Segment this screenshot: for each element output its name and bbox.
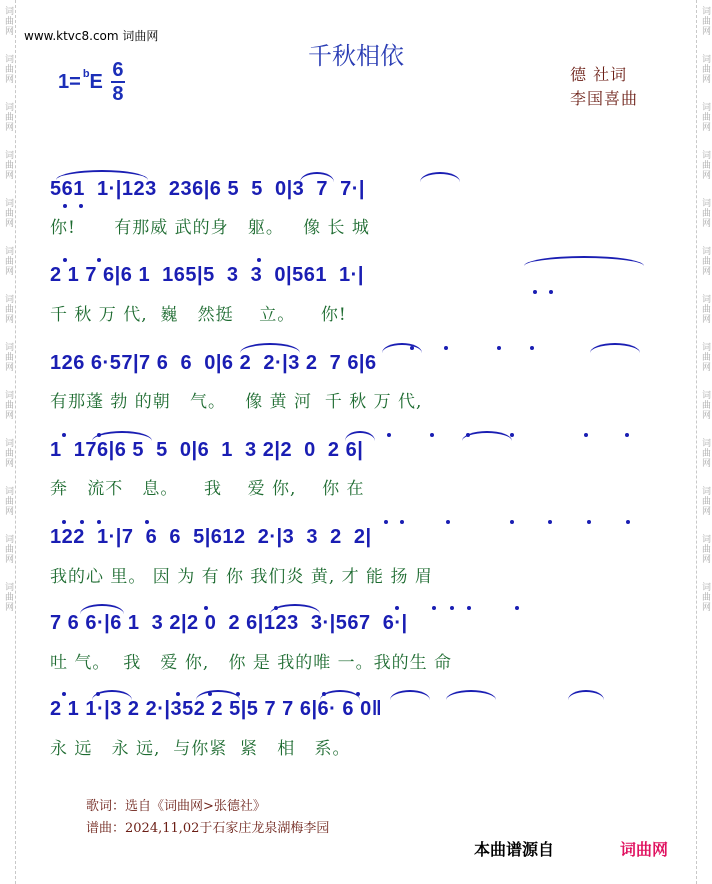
octave-dot [62, 692, 66, 696]
octave-dot [395, 606, 399, 610]
slur-arc [240, 343, 300, 353]
right-watermark-strip [696, 0, 712, 884]
octave-dot [97, 433, 101, 437]
score-source: 谱曲：2024,11,02于石家庄龙泉湖梅李园 [86, 821, 330, 836]
watermark-text: 词曲网 [3, 6, 13, 36]
octave-dot [549, 290, 553, 294]
source-label: 本曲谱源自 [474, 840, 555, 859]
lyrics-line-6: 吐 气。 我 爱 你, 你 是 我的唯 一。我的生 命 [50, 653, 453, 673]
octave-dot [145, 520, 149, 524]
octave-dot [533, 290, 537, 294]
watermark-text: 词曲网 [3, 102, 13, 132]
octave-dot [587, 520, 591, 524]
watermark-text: 词曲网 [700, 582, 710, 612]
octave-dot [625, 433, 629, 437]
octave-dot [63, 204, 67, 208]
slur-arc [345, 431, 375, 441]
lyricist: 德 社词 [570, 65, 628, 84]
octave-dot [97, 258, 101, 262]
watermark-text: 词曲网 [3, 390, 13, 420]
watermark-text: 词曲网 [700, 150, 710, 180]
slur-arc [92, 431, 152, 441]
octave-dot [430, 433, 434, 437]
octave-dot [274, 606, 278, 610]
time-signature [111, 60, 125, 104]
slur-arc [446, 690, 496, 700]
key-note: E [89, 70, 103, 93]
octave-dot [384, 520, 388, 524]
octave-dot [444, 346, 448, 350]
song-title: 千秋相依 [308, 42, 404, 70]
notes-line-1: 561 1·|123 236|6 5 5 0|3 7 7·| [50, 178, 366, 200]
watermark-text: 词曲网 [3, 438, 13, 468]
watermark-text: 词曲网 [3, 198, 13, 228]
octave-dot [387, 433, 391, 437]
watermark-text: 词曲网 [700, 438, 710, 468]
watermark-text: 词曲网 [3, 342, 13, 372]
watermark-text: 词曲网 [3, 294, 13, 324]
watermark-text: 词曲网 [700, 54, 710, 84]
notes-line-3: 126 6·57|7 6 6 0|6 2 2·|3 2 7 6|6 [50, 352, 377, 374]
octave-dot [515, 606, 519, 610]
key-prefix: 1= [58, 70, 81, 93]
slur-arc [420, 172, 460, 182]
composer: 李国喜曲 [570, 89, 639, 108]
slur-arc [568, 690, 604, 700]
lyrics-line-7: 永 远 永 远, 与你紧 紧 相 系。 [50, 739, 351, 759]
slur-arc [320, 690, 360, 700]
octave-dot [62, 433, 66, 437]
octave-dot [176, 692, 180, 696]
watermark-text: 词曲网 [3, 486, 13, 516]
octave-dot [62, 520, 66, 524]
octave-dot [97, 520, 101, 524]
watermark-text: 词曲网 [700, 6, 710, 36]
watermark-text: 词曲网 [700, 246, 710, 276]
octave-dot [257, 258, 261, 262]
octave-dot [530, 346, 534, 350]
notes-line-6: 7 6 6·|6 1 3 2|2 0 2 6|123 3·|567 6·| [50, 612, 408, 634]
lyrics-line-5: 我的心 里。 因 为 有 你 我们炎 黄, 才 能 扬 眉 [50, 567, 433, 587]
slur-arc [590, 343, 640, 353]
watermark-text: 词曲网 [700, 390, 710, 420]
octave-dot [356, 692, 360, 696]
watermark-text: 词曲网 [700, 198, 710, 228]
octave-dot [510, 433, 514, 437]
watermark-text: 词曲网 [3, 150, 13, 180]
slur-arc [300, 172, 334, 182]
octave-dot [204, 606, 208, 610]
octave-dot [80, 520, 84, 524]
octave-dot [79, 204, 83, 208]
watermark-text: 词曲网 [3, 246, 13, 276]
key-signature [58, 60, 125, 104]
slur-arc [196, 690, 240, 700]
notes-line-7: 2 1 1·|3 2 2·|352 2 5|5 7 7 6|6· 6 0‖ [50, 698, 383, 720]
octave-dot [96, 692, 100, 696]
octave-dot [410, 346, 414, 350]
octave-dot [467, 606, 471, 610]
octave-dot [400, 520, 404, 524]
source-brand-link[interactable]: 词曲网 [620, 840, 669, 859]
octave-dot [322, 692, 326, 696]
time-bottom: 8 [112, 83, 124, 105]
watermark-text: 词曲网 [700, 342, 710, 372]
slur-arc [382, 343, 422, 353]
octave-dot [626, 520, 630, 524]
lyrics-line-4: 奔 流不 息。 我 爱 你, 你 在 [50, 479, 365, 499]
notes-line-4: 1 176|6 5 5 0|6 1 3 2|2 0 2 6| [50, 439, 364, 461]
octave-dot [208, 692, 212, 696]
octave-dot [63, 258, 67, 262]
octave-dot [236, 692, 240, 696]
watermark-text: 词曲网 [700, 534, 710, 564]
lyrics-line-3: 有那蓬 勃 的朝 气。 像 黄 河 千 秋 万 代, [50, 392, 423, 412]
watermark-text: 词曲网 [700, 102, 710, 132]
site-url: www.ktvc8.com 词曲网 [24, 29, 159, 43]
octave-dot [450, 606, 454, 610]
watermark-text: 词曲网 [700, 294, 710, 324]
credits [570, 63, 638, 111]
lyrics-line-2: 千 秋 万 代, 巍 然挺 立。 你! [50, 305, 347, 325]
octave-dot [510, 520, 514, 524]
octave-dot [432, 606, 436, 610]
lyrics-line-1: 你! 有那威 武的身 躯。 像 长 城 [50, 218, 370, 238]
slur-arc [56, 170, 148, 180]
watermark-text: 词曲网 [3, 54, 13, 84]
octave-dot [466, 433, 470, 437]
watermark-text: 词曲网 [3, 534, 13, 564]
octave-dot [548, 520, 552, 524]
octave-dot [497, 346, 501, 350]
notes-line-2: 2 1 7 6|6 1 165|5 3 3 0|561 1·| [50, 264, 364, 286]
watermark-text: 词曲网 [700, 486, 710, 516]
octave-dot [584, 433, 588, 437]
watermark-text: 词曲网 [3, 582, 13, 612]
octave-dot [446, 520, 450, 524]
slur-arc [524, 256, 644, 266]
notes-line-5: 122 1·|7 6 6 5|612 2·|3 3 2 2| [50, 526, 372, 548]
slur-arc [80, 604, 124, 614]
time-top: 6 [112, 59, 124, 81]
lyrics-source: 歌词：选自《词曲网>张德社》 [86, 799, 266, 814]
left-watermark-strip [0, 0, 16, 884]
slur-arc [390, 690, 430, 700]
flat-sign: b [82, 68, 90, 80]
